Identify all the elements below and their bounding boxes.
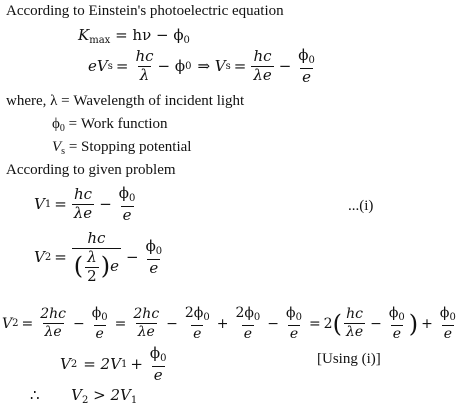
phi-subscript: 0 xyxy=(449,312,456,323)
phi-subscript: 0 xyxy=(295,312,302,323)
phi-symbol: ϕ xyxy=(91,305,102,321)
v1-symbol: V xyxy=(34,195,45,214)
fraction-phi0-over-e xyxy=(144,239,165,276)
phi-symbol: ϕ xyxy=(52,116,60,132)
frac-den: λe xyxy=(137,324,155,341)
phi-symbol: ϕ xyxy=(286,305,296,321)
phi-symbol: ϕ xyxy=(145,237,156,255)
fraction-phi0-over-e xyxy=(296,48,317,85)
two-phi: 2ϕ xyxy=(235,305,254,321)
phi-symbol: ϕ xyxy=(149,344,161,362)
fraction-phi0-over-e xyxy=(148,346,169,383)
fraction-phi0-over-e xyxy=(284,306,304,341)
phi-symbol: ϕ xyxy=(298,46,309,64)
equation-tag-using-i xyxy=(317,352,381,367)
where-text: where, λ = Wavelength of incident light xyxy=(6,93,245,109)
frac-den: λe xyxy=(73,204,93,223)
fraction-hc-over-lambda xyxy=(133,49,155,84)
evs-minus-phi: − ϕ xyxy=(157,57,186,76)
fraction-phi0-over-e xyxy=(90,306,110,341)
v1-subscript: 1 xyxy=(130,395,138,406)
frac-num: hc xyxy=(73,185,93,204)
frac-den: e xyxy=(153,365,163,384)
phi-subscript: 0 xyxy=(59,123,65,134)
frac-den: 2 xyxy=(87,266,97,285)
conclusion-line xyxy=(30,388,137,406)
fraction-2hc-over-lambda-e xyxy=(38,307,68,339)
equation-v2-expansion: V 2 = $\frac{2hc}{\lambda e}$ − $\frac{\phi_0}{e}$ = $\frac{2hc}{\lambda e}$ − $\frac{2\phi_0}{e}$ + $\frac{2\phi_0}{e}$ − $\frac{\phi_0}{e}$ = 2 ( $\frac{hc}{\lambda e}$ − $\frac{\phi_0}{e}$ ) + $\frac{\phi_0}{e}$ xyxy=(2,305,456,342)
work-function-text: = Work function xyxy=(68,116,168,132)
work-function-line xyxy=(52,117,168,134)
v2-symbol: V xyxy=(71,386,82,404)
fraction-hc-over-lambda-e xyxy=(344,307,365,339)
fraction-2hc-over-lambda-e xyxy=(131,307,161,339)
fraction-hc-over-lambda-e xyxy=(72,187,94,222)
frac-den: e xyxy=(392,325,401,342)
frac-den: e xyxy=(122,205,132,224)
frac-den: e xyxy=(95,325,104,342)
frac-num: 2hc xyxy=(40,306,66,323)
phi-symbol: ϕ xyxy=(439,305,450,321)
e-symbol: e xyxy=(110,257,119,276)
evs-symbol: eV xyxy=(88,57,108,76)
where-line xyxy=(6,94,244,109)
frac-num: 2hc xyxy=(133,306,160,323)
kmax-symbol: K xyxy=(78,26,90,44)
v2-subscript: 2 xyxy=(70,358,78,370)
v2-symbol: V xyxy=(34,248,45,267)
phi-subscript: 0 xyxy=(101,312,108,323)
evs-subscript: s xyxy=(107,60,113,72)
tag-text: [Using (i)] xyxy=(317,351,381,367)
evs-phi-subscript: 0 xyxy=(185,60,192,72)
coefficient-two: 2 xyxy=(323,315,333,332)
frac-den: e xyxy=(243,325,253,342)
stopping-potential-text: = Stopping potential xyxy=(68,139,192,155)
fraction-phi0-over-e xyxy=(387,306,407,341)
frac-num: hc xyxy=(135,47,154,66)
fraction-phi0-over-e xyxy=(117,186,138,223)
v1-subscript: 1 xyxy=(44,198,52,210)
implies-vs-subscript: s xyxy=(225,60,231,72)
fraction-hc-over-half-lambda-e: hc ( $\frac{\lambda}{2}$ ) e xyxy=(73,229,119,285)
equation-v2-result xyxy=(60,346,171,383)
frac-num: hc xyxy=(253,47,272,66)
v2-subscript: 2 xyxy=(12,317,19,329)
phi-symbol: ϕ xyxy=(118,184,129,202)
frac-den: e xyxy=(443,325,453,342)
fraction-lambda-over-2 xyxy=(85,247,99,285)
heading-einstein xyxy=(6,4,284,19)
given-problem-line xyxy=(6,163,176,178)
kmax-rhs-subscript: 0 xyxy=(183,35,190,46)
fraction-hc-over-lambda-e xyxy=(251,49,273,84)
equation-v1: V 1 = $\frac{hc}{\lambda e}$ − $\frac{\phi_0}{e}$ xyxy=(34,184,136,224)
equation-tag-i xyxy=(348,199,373,214)
phi-subscript: 0 xyxy=(155,246,163,257)
conclusion-rhs: > 2V xyxy=(93,386,131,404)
phi-subscript: 0 xyxy=(398,312,405,323)
kmax-rhs: = hν − ϕ xyxy=(115,26,184,44)
vs-subscript: s xyxy=(61,146,66,157)
v2-rhs: = 2V xyxy=(83,355,121,374)
two-phi: 2ϕ xyxy=(184,305,204,321)
phi-subscript: 0 xyxy=(253,312,261,323)
fraction-2phi0-over-e xyxy=(233,306,262,341)
frac-den: e xyxy=(302,67,312,86)
v2-subscript: 2 xyxy=(44,251,52,263)
phi-subscript: 0 xyxy=(308,55,315,66)
frac-num: λ xyxy=(87,247,97,266)
therefore-symbol: ∴ xyxy=(30,386,40,404)
plus-sign: + xyxy=(130,355,143,374)
tag-text: ...(i) xyxy=(348,198,374,214)
frac-den: e xyxy=(193,325,202,342)
phi-subscript: 0 xyxy=(203,312,210,323)
phi-subscript: 0 xyxy=(160,353,167,364)
stopping-potential-line xyxy=(52,140,191,157)
v2-symbol: V xyxy=(2,315,13,332)
kmax-subscript: max xyxy=(89,35,111,46)
frac-num: hc xyxy=(346,306,363,323)
fraction-phi0-over-e xyxy=(438,306,458,341)
equation-kmax xyxy=(78,28,190,46)
frac-den: e xyxy=(289,325,299,342)
v1-subscript: 1 xyxy=(120,358,128,370)
frac-den: λ xyxy=(139,66,150,85)
frac-den: λe xyxy=(44,324,62,341)
implies-vs: ⇒ V xyxy=(197,57,226,76)
fraction-2phi0-over-e xyxy=(183,306,212,341)
frac-den: e xyxy=(149,258,159,277)
phi-symbol: ϕ xyxy=(388,305,399,321)
equation-v2: V 2 = hc ( $\frac{\lambda}{2}$ ) e − $\frac{\phi_0}{e}$ xyxy=(34,229,163,285)
equation-evs: eV s = $\frac{hc}{\lambda}$ − ϕ 0 ⇒ V s = $\frac{hc}{\lambda e}$ − $\frac{\phi_0}{e}$ xyxy=(88,46,315,86)
frac-den: λe xyxy=(253,66,272,85)
heading-text: According to Einstein's photoelectric equation xyxy=(6,3,284,19)
v2-symbol: V xyxy=(60,355,71,374)
frac-num: hc xyxy=(87,229,106,247)
v2-subscript: 2 xyxy=(81,395,89,406)
frac-den: λe xyxy=(345,324,364,341)
phi-subscript: 0 xyxy=(129,193,136,204)
given-text: According to given problem xyxy=(6,162,176,178)
vs-symbol: V xyxy=(52,139,62,155)
